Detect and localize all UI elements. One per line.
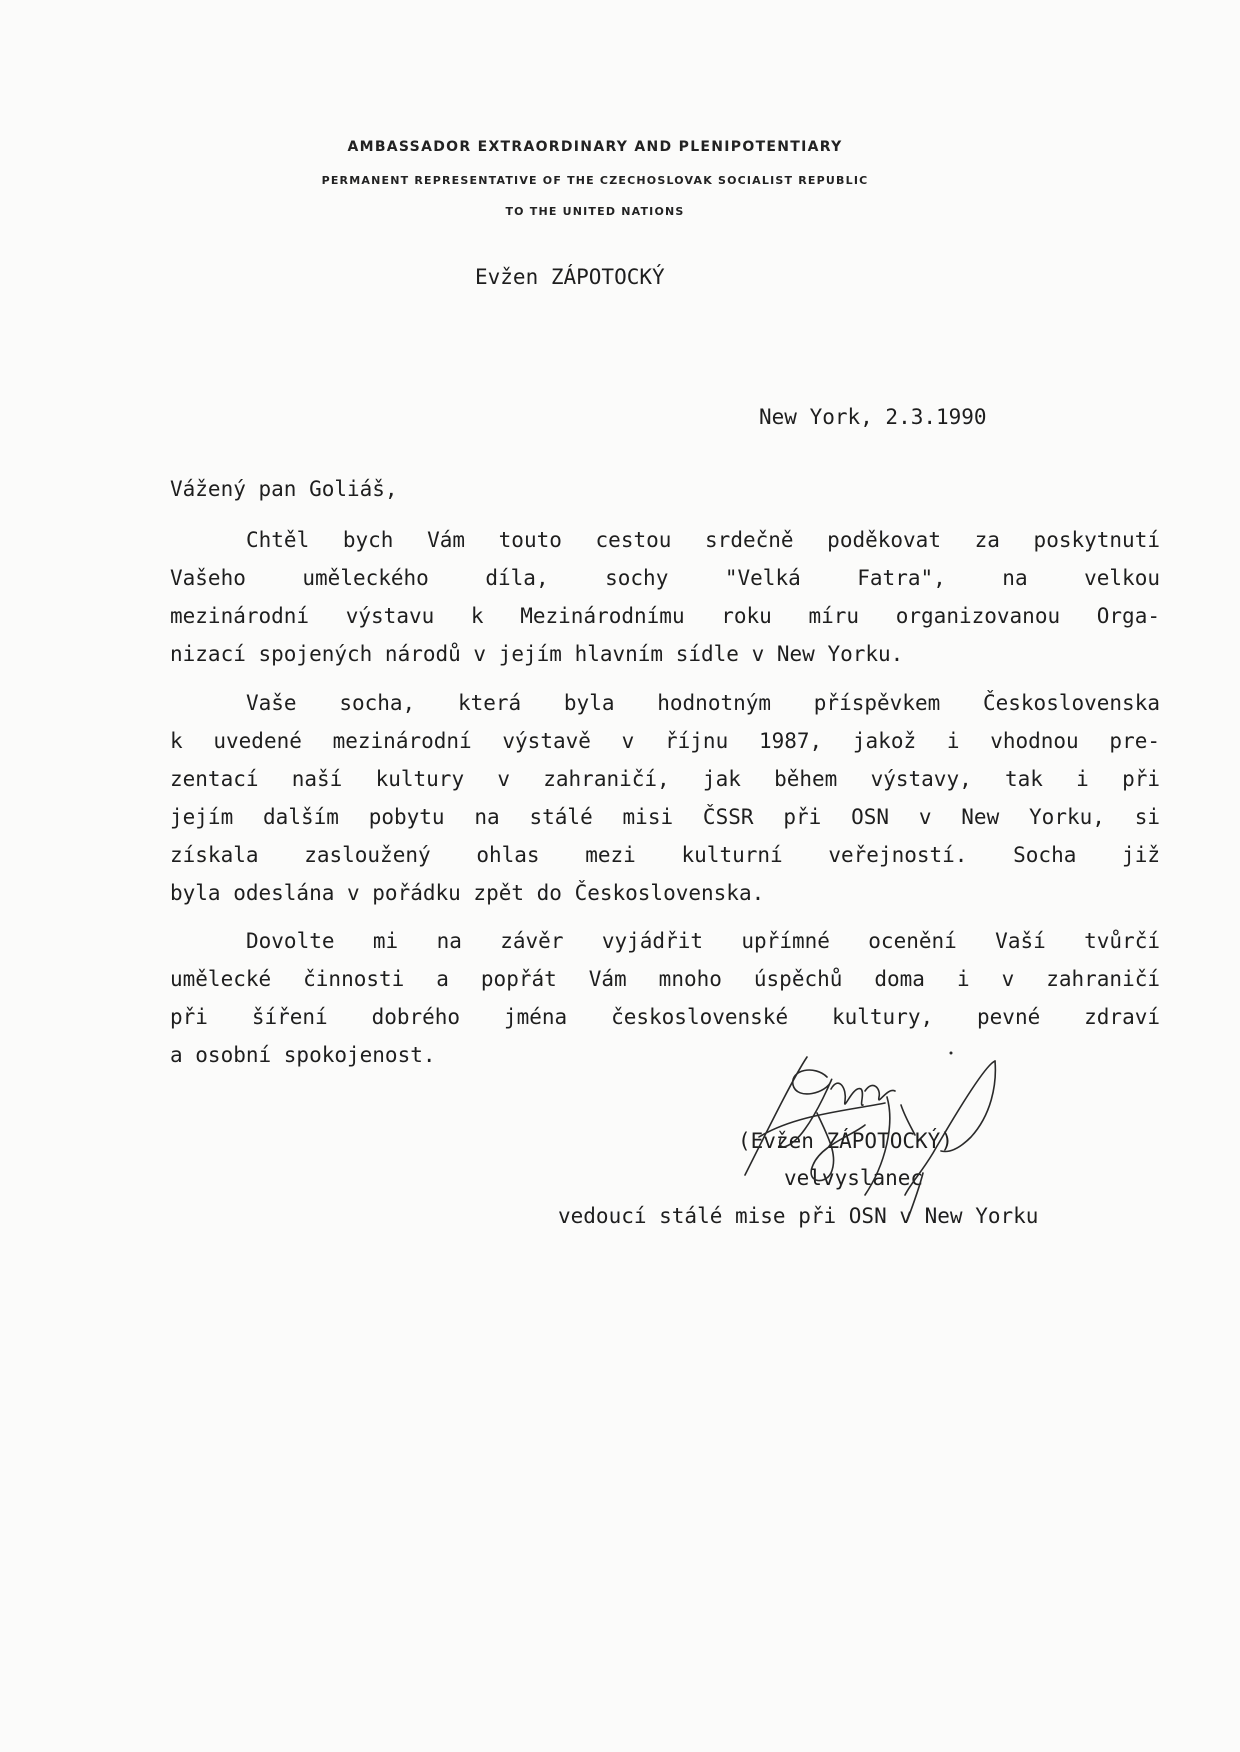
handwritten-signature-icon — [735, 1045, 1025, 1225]
letterhead-title: AMBASSADOR EXTRAORDINARY AND PLENIPOTENTIARY — [347, 139, 843, 155]
paragraph-2-line: zentací naší kultury v zahraničí, jak během výstavy, tak i při — [170, 767, 1160, 791]
paragraph-2-line: jejím dalším pobytu na stálé misi ČSSR při OSN v New Yorku, si — [170, 805, 1160, 829]
signatory-name: (Evžen ZÁPOTOCKÝ) — [738, 1129, 953, 1153]
paragraph-3-line: Dovolte mi na závěr vyjádřit upřímné ocenění Vaší tvůrčí — [246, 929, 1160, 953]
paragraph-1-line: Vašeho uměleckého díla, sochy "Velká Fatra", na velkou — [170, 566, 1160, 590]
letterhead-subtitle: PERMANENT REPRESENTATIVE OF THE CZECHOSLOVAK SOCIALIST REPUBLIC — [321, 174, 869, 187]
paragraph-2-line: získala zasloužený ohlas mezi kulturní veřejností. Socha již — [170, 843, 1160, 867]
paragraph-2-line: Vaše socha, která byla hodnotným příspěvkem Československa — [246, 691, 1160, 715]
paragraph-3-line: a osobní spokojenost. — [170, 1043, 436, 1067]
paragraph-3-line: umělecké činnosti a popřát Vám mnoho úspěchů doma i v zahraničí — [170, 967, 1160, 991]
letter-date: New York, 2.3.1990 — [759, 405, 987, 429]
signatory-role: vedoucí stálé mise při OSN v New Yorku — [558, 1204, 1039, 1228]
paragraph-1-line: nizací spojených národů v jejím hlavním sídle v New Yorku. — [170, 642, 904, 666]
paragraph-1-line: Chtěl bych Vám touto cestou srdečně poděkovat za poskytnutí — [246, 528, 1160, 552]
salutation: Vážený pan Goliáš, — [170, 477, 398, 501]
sender-name: Evžen ZÁPOTOCKÝ — [475, 265, 665, 289]
paragraph-2-line: byla odeslána v pořádku zpět do Československa. — [170, 881, 765, 905]
signatory-title: velvyslanec — [784, 1166, 924, 1190]
paragraph-3-line: při šíření dobrého jména československé kultury, pevné zdraví — [170, 1005, 1160, 1029]
paragraph-1-line: mezinárodní výstavu k Mezinárodnímu roku míru organizovanou Orga- — [170, 604, 1160, 628]
letterhead-organization: TO THE UNITED NATIONS — [505, 205, 685, 218]
paragraph-2-line: k uvedené mezinárodní výstavě v říjnu 1987, jakož i vhodnou pre- — [170, 729, 1160, 753]
